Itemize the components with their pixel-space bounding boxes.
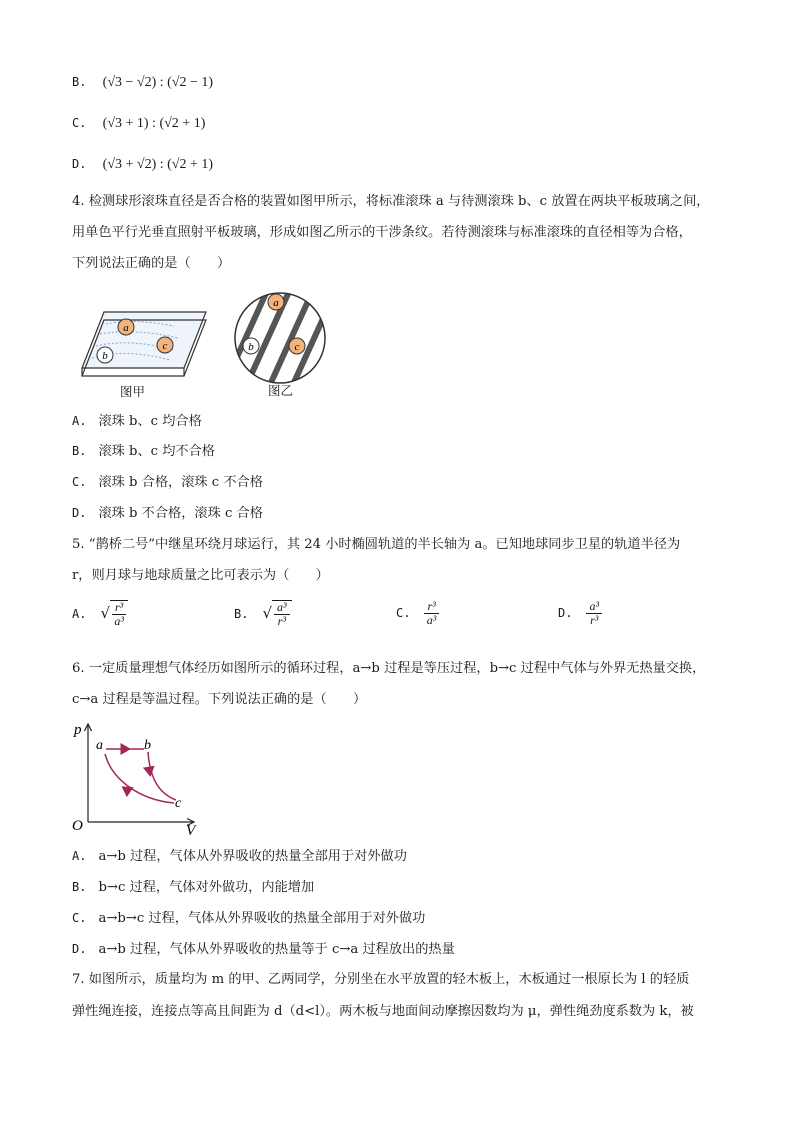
p-axis-label: p [74,722,82,738]
q4-stem-line-3: 下列说法正确的是（ ） [72,256,231,271]
q6-option-b: B. b→c 过程，气体对外做功，内能增加 [72,880,315,895]
point-b-label: b [144,738,151,753]
q4-option-c: C. 滚珠 b 合格，滚珠 c 不合格 [72,475,263,490]
option-text: (√3 + √2) : (√2 + 1) [102,157,214,172]
option-label: B. [72,75,87,89]
origin-label: O [72,818,83,834]
path-c-to-a [105,754,174,803]
point-a-label: a [96,738,103,753]
q4-option-a: A. 滚珠 b、c 均合格 [72,414,202,429]
q5-stem-line-2: r，则月球与地球质量之比可表示为（ ） [72,568,329,583]
q4-stem-line-1: 4. 检测球形滚珠直径是否合格的装置如图甲所示，将标准滚珠 a 与待测滚珠 b、c 放置在两块平板玻璃之间， [72,194,710,209]
q4-option-d: D. 滚珠 b 不合格，滚珠 c 合格 [72,506,263,521]
ball-c-label: c [162,340,168,352]
q5-option-c: C. $\frac{\text{r³}}{\text{a³}}$ [396,600,439,627]
q6-pv-diagram [68,718,203,838]
q3-option-b [72,73,213,92]
q6-option-d: D. a→b 过程，气体从外界吸收的热量等于 c→a 过程放出的热量 [72,942,455,957]
figure-jia-caption: 图甲 [120,384,146,399]
figure-yi-fringes [232,290,328,386]
option-label: C. [72,116,87,130]
q5-option-a: A. √ $\frac{\text{r³}}{\text{a³}}$ [72,600,128,628]
q7-stem-line-1: 7. 如图所示，质量均为 m 的甲、乙两同学，分别坐在水平放置的轻木板上，木板通过一根原长为 l 的轻质 [72,972,690,987]
figure-yi-caption: 图乙 [268,383,294,398]
q6-stem-line-1: 6. 一定质量理想气体经历如图所示的循环过程，a→b 过程是等压过程，b→c 过程中气体与外界无热量交换， [72,661,706,676]
ball-a-label: a [123,322,129,334]
q5-option-d: D. $\frac{\text{a³}}{\text{r³}}$ [558,600,602,627]
q6-stem-line-2: c→a 过程是等温过程。下列说法正确的是（ ） [72,692,367,707]
q6-option-a: A. a→b 过程，气体从外界吸收的热量全部用于对外做功 [72,849,407,864]
point-c-label: c [175,796,182,811]
option-text: (√3 − √2) : (√2 − 1) [102,75,214,90]
q3-option-c [72,114,205,133]
fringe-ball-b-label: b [248,341,254,353]
option-label: D. [72,157,87,171]
v-axis-label: V [186,823,196,838]
q6-option-c: C. a→b→c 过程，气体从外界吸收的热量全部用于对外做功 [72,911,426,926]
option-text: (√3 + 1) : (√2 + 1) [102,116,206,131]
path-b-to-c [148,752,176,800]
q4-option-b: B. 滚珠 b、c 均不合格 [72,444,215,459]
q3-option-d [72,155,213,174]
ball-b-label: b [102,350,108,362]
fringe-ball-a-label: a [273,297,279,309]
q5-option-b: B. √ $\frac{\text{a³}}{\text{r³}}$ [234,600,292,628]
q4-stem-line-2: 用单色平行光垂直照射平板玻璃，形成如图乙所示的干涉条纹。若待测滚珠与标准滚珠的直径相等为合格， [72,225,692,240]
fringe-ball-c-label: c [294,341,300,353]
q5-stem-line-1: 5. “鹊桥二号”中继星环绕月球运行，其 24 小时椭圆轨道的半长轴为 a。已知地球同步卫星的轨道半径为 [72,537,681,552]
q7-stem-line-2: 弹性绳连接，连接点等高且间距为 d（d<l）。两木板与地面间动摩擦因数均为 μ，弹性绳劲度系数为 k，被 [72,1004,694,1019]
